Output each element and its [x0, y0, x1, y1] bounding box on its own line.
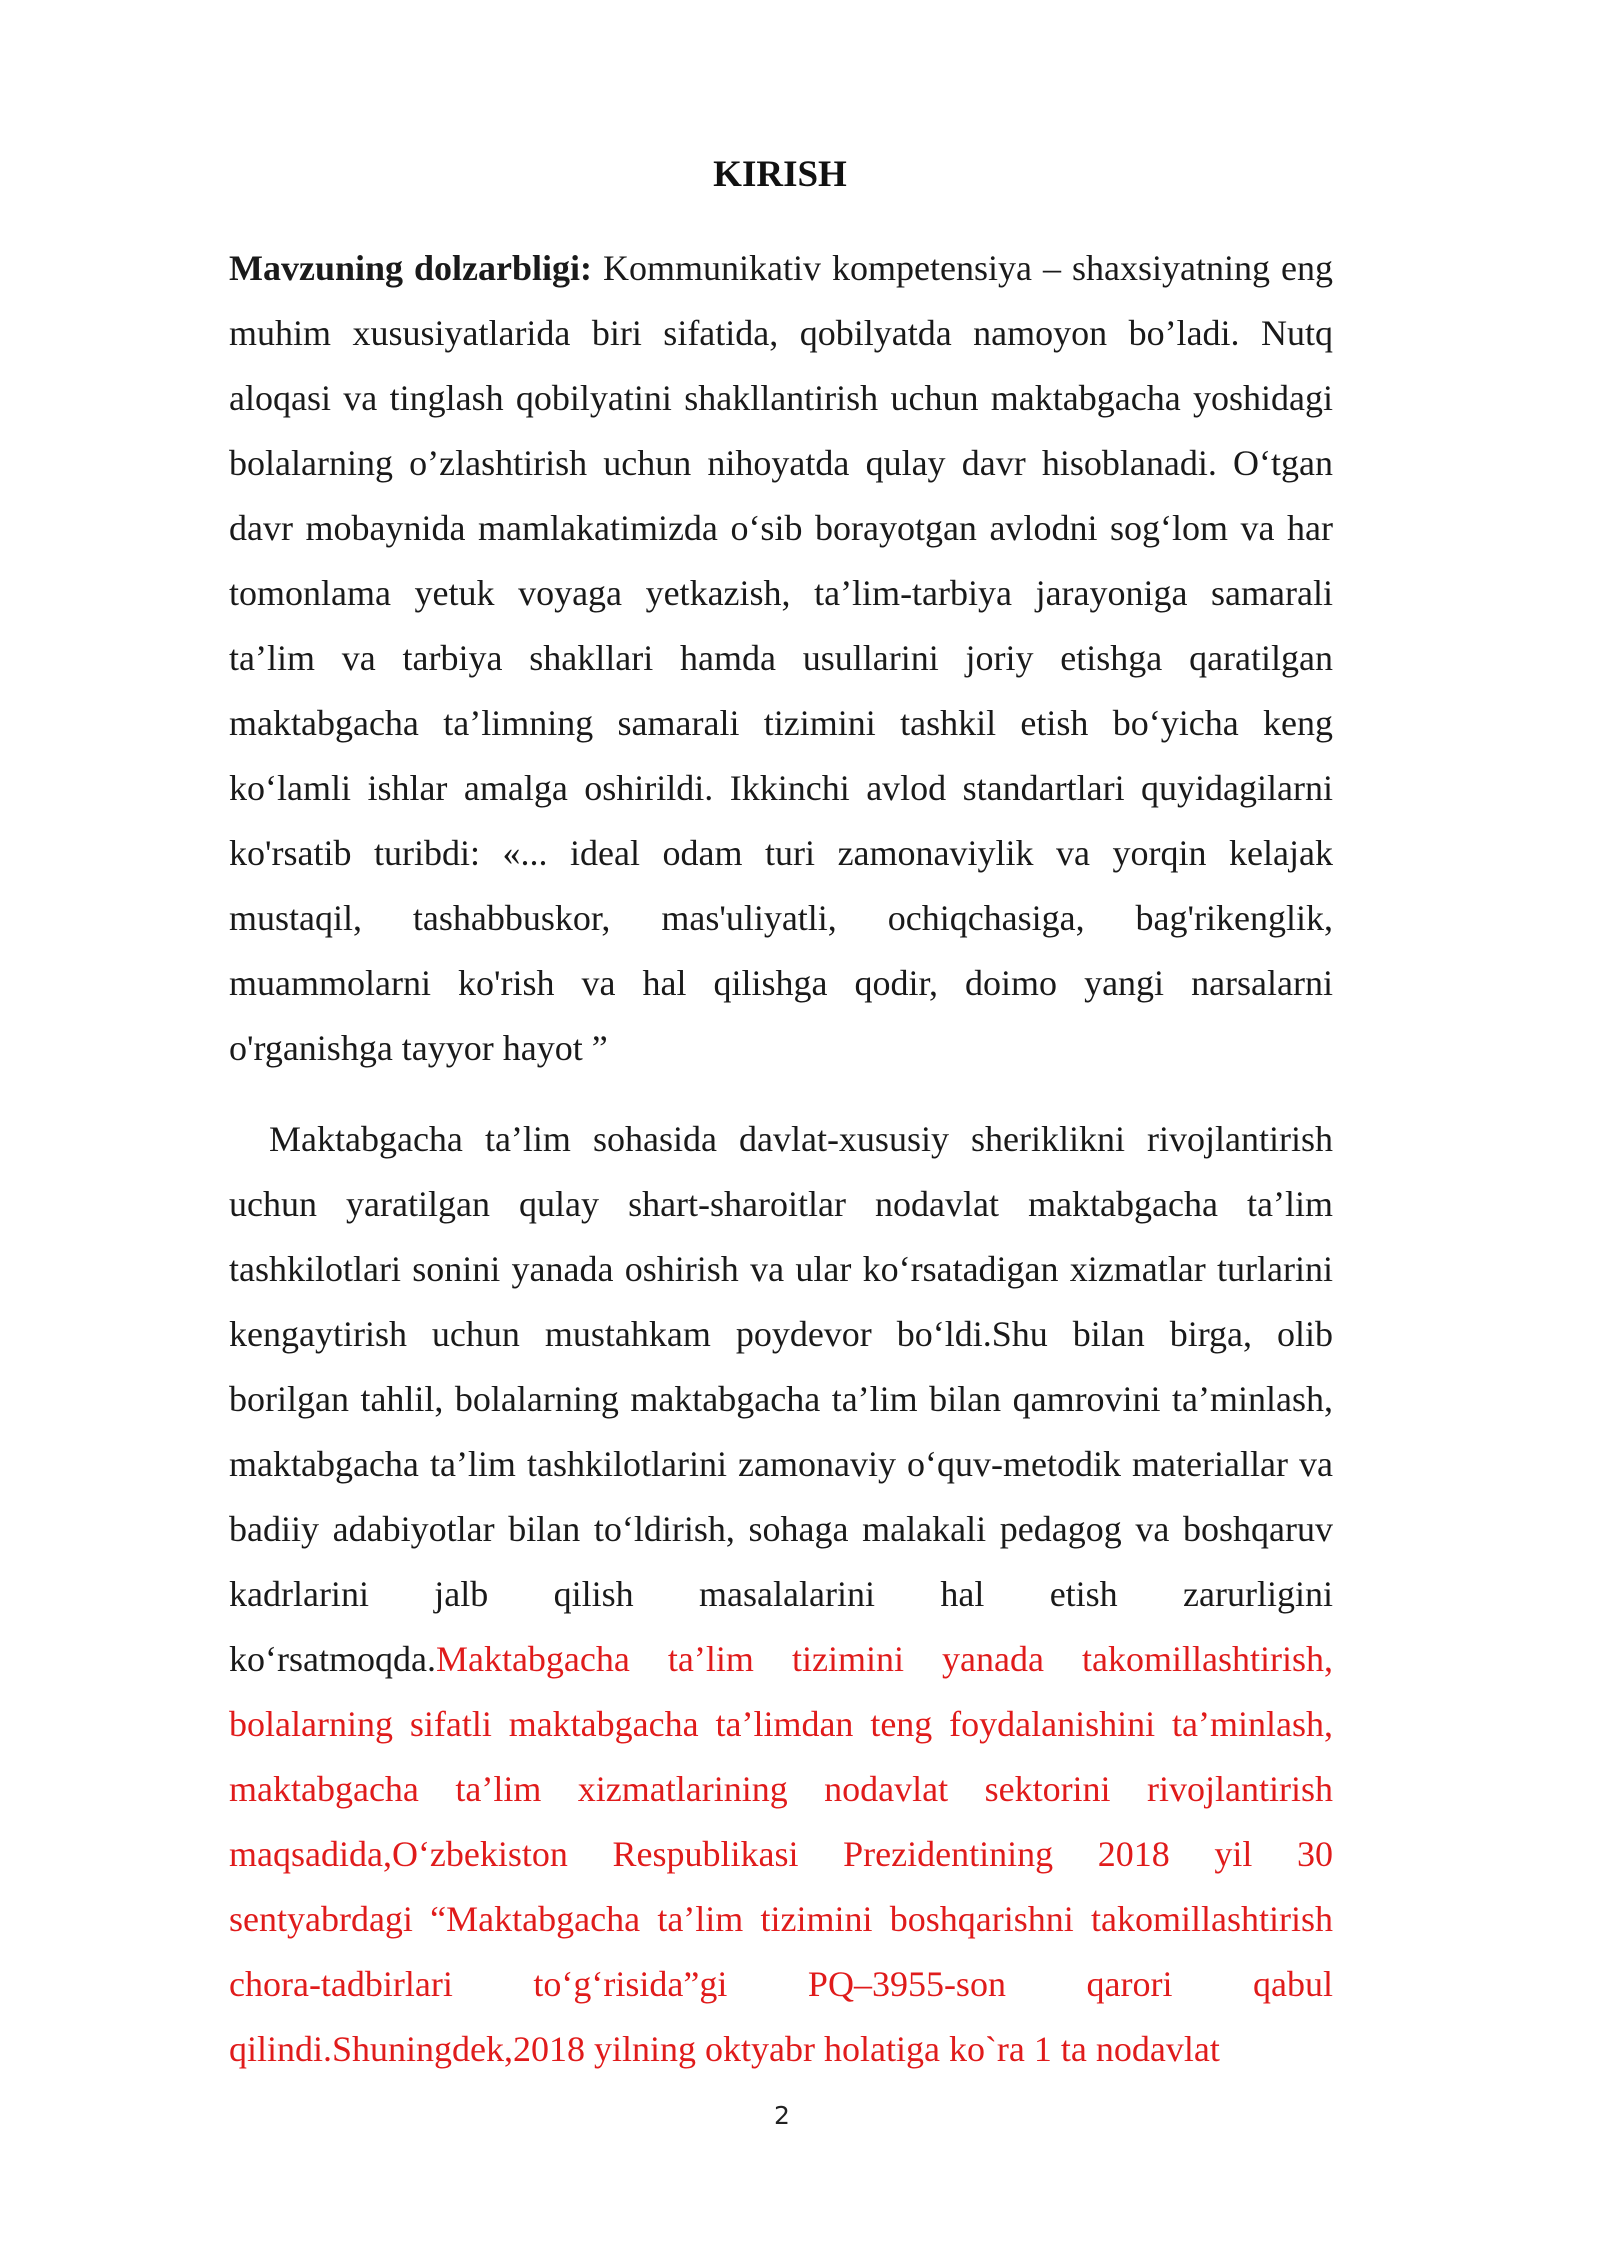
paragraph-body: Maktabgacha ta’lim sohasida davlat-xususiy sheriklikni rivojlantirish uchun yaratilgan qulay shart-sharoitlar nodavlat maktabgacha ta’lim tashkilotlari sonini yanada oshirish va ular ko‘rsatadigan xizmatlar turlarini kengaytirish uchun mustahkam poydevor bo‘ldi.Shu bilan birga, olib borilgan tahlil, bolalarning maktabgacha ta’lim bilan qamrovini ta’minlash, maktabgacha ta’lim tashkilotlarini zamonaviy o‘quv-metodik materiallar va badiiy adabiyotlar bilan to‘ldirish, sohaga malakali pedagog va boshqaruv kadrlarini jalb qilish masalalarini hal etish zarurligini ko‘rsatmoqda.: [229, 1119, 1333, 1679]
page-title: KIRISH: [713, 154, 847, 195]
paragraph-lead: Mavzuning dolzarbligi:: [229, 248, 593, 288]
highlighted-text: Maktabgacha ta’lim tizimini yanada takomillashtirish, bolalarning sifatli maktabgacha ta’limdan teng foydalanishini ta’minlash, maktabgacha ta’lim xizmatlarining nodavlat sektorini rivojlantirish maqsadida,O‘zbekiston Respublikasi Prezidentining 2018 yil 30 sentyabrdagi “Maktabgacha ta’lim tizimini boshqarishni takomillashtirish chora-tadbirlari to‘g‘risida”gi PQ–3955-son qarori qabul qilindi.Shuningdek,2018 yilning oktyabr holatiga ko`ra 1 ta nodavlat: [229, 1639, 1333, 2069]
paragraph-preschool: [229, 1107, 1333, 2082]
paragraph-body: Kommunikativ kompetensiya – shaxsiyatning eng muhim xususiyatlarida biri sifatida, qobilyatda namoyon bo’ladi. Nutq aloqasi va tinglash qobilyatini shakllantirish uchun maktabgacha yoshidagi bolalarning o’zlashtirish uchun nihoyatda qulay davr hisoblanadi. O‘tgan davr mobaynida mamlakatimizda o‘sib borayotgan avlodni sog‘lom va har tomonlama yetuk voyaga yetkazish, ta’lim-tarbiya jarayoniga samarali ta’lim va tarbiya shakllari hamda usullarini joriy etishga qaratilgan maktabgacha ta’limning samarali tizimini tashkil etish bo‘yicha keng ko‘lamli ishlar amalga oshirildi. Ikkinchi avlod standartlari quyidagilarni ko'rsatib turibdi: «... ideal odam turi zamonaviylik va yorqin kelajak mustaqil, tashabbuskor, mas'uliyatli, ochiqchasiga, bag'rikenglik, muammolarni ko'rish va hal qilishga qodir, doimo yangi narsalarni o'rganishga tayyor hayot ”: [229, 248, 1333, 1068]
paragraph-relevance: [229, 236, 1333, 1081]
page-number: 2: [774, 2101, 790, 2130]
